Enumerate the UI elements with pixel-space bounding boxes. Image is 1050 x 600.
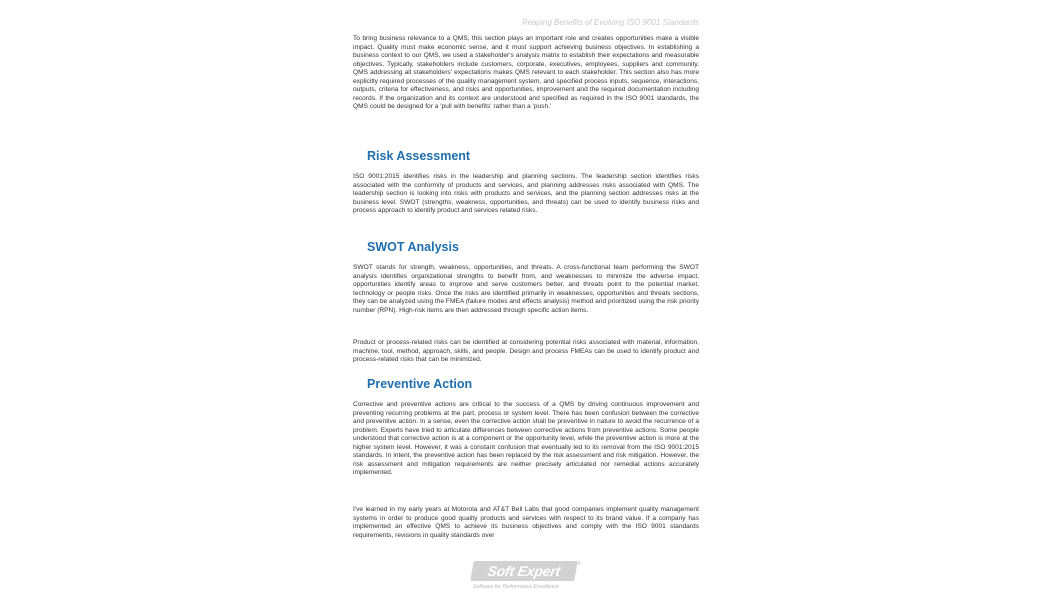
- swot-analysis-paragraph-1: SWOT stands for strength, weakness, opportunities, and threats. A cross-functional team performing the SWOT analysis identifies organizational strengths to benefit from, and weaknesses to minimize the adverse impact, opportunities identify areas to improve and serve customers better, and threats point to the potential market, technology or people risks. Once the risks are identified primarily in weaknesses, opportunities and threats sections, they can be analyzed using the FMEA (failure modes and effects analysis) method and prioritized using the risk priority number (RPN). High-risk items are then addressed through specific action items.: [353, 264, 699, 314]
- section-heading-preventive-action: Preventive Action: [367, 377, 473, 391]
- softexpert-logo: [472, 561, 582, 595]
- swot-analysis-paragraph-2: Product or process-related risks can be identified at considering potential risks associated with material, information, machine, tool, method, approach, skills, and people. Design and process FMEAs can be used to identify product and process-related risks that can be minimized.: [353, 339, 699, 364]
- section-heading-swot-analysis: SWOT Analysis: [367, 240, 459, 254]
- logo-wordmark: Soft Expert: [470, 561, 578, 581]
- section-heading-risk-assessment: Risk Assessment: [367, 149, 471, 163]
- registered-mark: ®: [577, 561, 581, 567]
- document-page: [353, 18, 699, 596]
- risk-assessment-paragraph: ISO 9001:2015 identifies risks in the leadership and planning sections. The leadership section identifies risks associated with the conformity of products and services, and planning addresses risks associated with QMS. The leadership section is looking into risks with products and services, and the planning section addresses risks at the business level. SWOT (strengths, weakness, opportunities, and threats) can be used to identify business risks and process approach to identify product and services related risks.: [353, 173, 699, 215]
- preventive-action-paragraph-1: Corrective and preventive actions are critical to the success of a QMS by driving continuous improvement and preventing recurring problems at the part, process or system level. There has been confusion between the corrective and preventive action. In a sense, even the corrective action shall be preventive in nature to avoid the recurrence of a problem. Experts have tried to articulate differences between corrective actions from preventive actions. Some people understood that corrective action is at a component or the opportunity level, while the preventive action is more at the higher system level. However, it was a constant confusion that eventually led to its removal from the ISO 9001:2015 standards. In intent, the preventive action has been replaced by the risk assessment and risk mitigation. However, the risk assessment and mitigation requirements are neither precisely articulated nor remedial actions accurately implemented.: [353, 401, 699, 477]
- intro-paragraph: To bring business relevance to a QMS, this section plays an important role and creates opportunities make a visible impact. Quality must make economic sense, and it must support achieving business objectives. In establishing a business context to our QMS, we used a stakeholder's analysis matrix to establish their expectations and measurable objectives. Typically, stakeholders include customers, corporate, executives, employees, suppliers and community. QMS addressing all stakeholders' expectations makes QMS relevant to each stakeholder. This section also has more explicitly required processes of the quality management system, and specified process inputs, sequence, interactions, outputs, criteria for effectiveness, and risks and opportunities, improvement and the required documentation including records. If the organization and its context are understood and specified as required in the ISO 9001 standards, the QMS could be designed for a 'pull with benefits' rather than a 'push.': [353, 35, 699, 111]
- logo-tagline: Software for Performance Excellence: [473, 584, 559, 590]
- running-header: Reaping Benefits of Evolving ISO 9001 Standards: [522, 18, 699, 27]
- preventive-action-paragraph-2: I've learned in my early years at Motorola and AT&T Bell Labs that good companies implement quality management systems in order to produce good quality products and services with respect to its brand value. If a company has implemented an effective QMS to achieve its business objectives and comply with the ISO 9001 standards requirements, revisions in quality standards over: [353, 506, 699, 539]
